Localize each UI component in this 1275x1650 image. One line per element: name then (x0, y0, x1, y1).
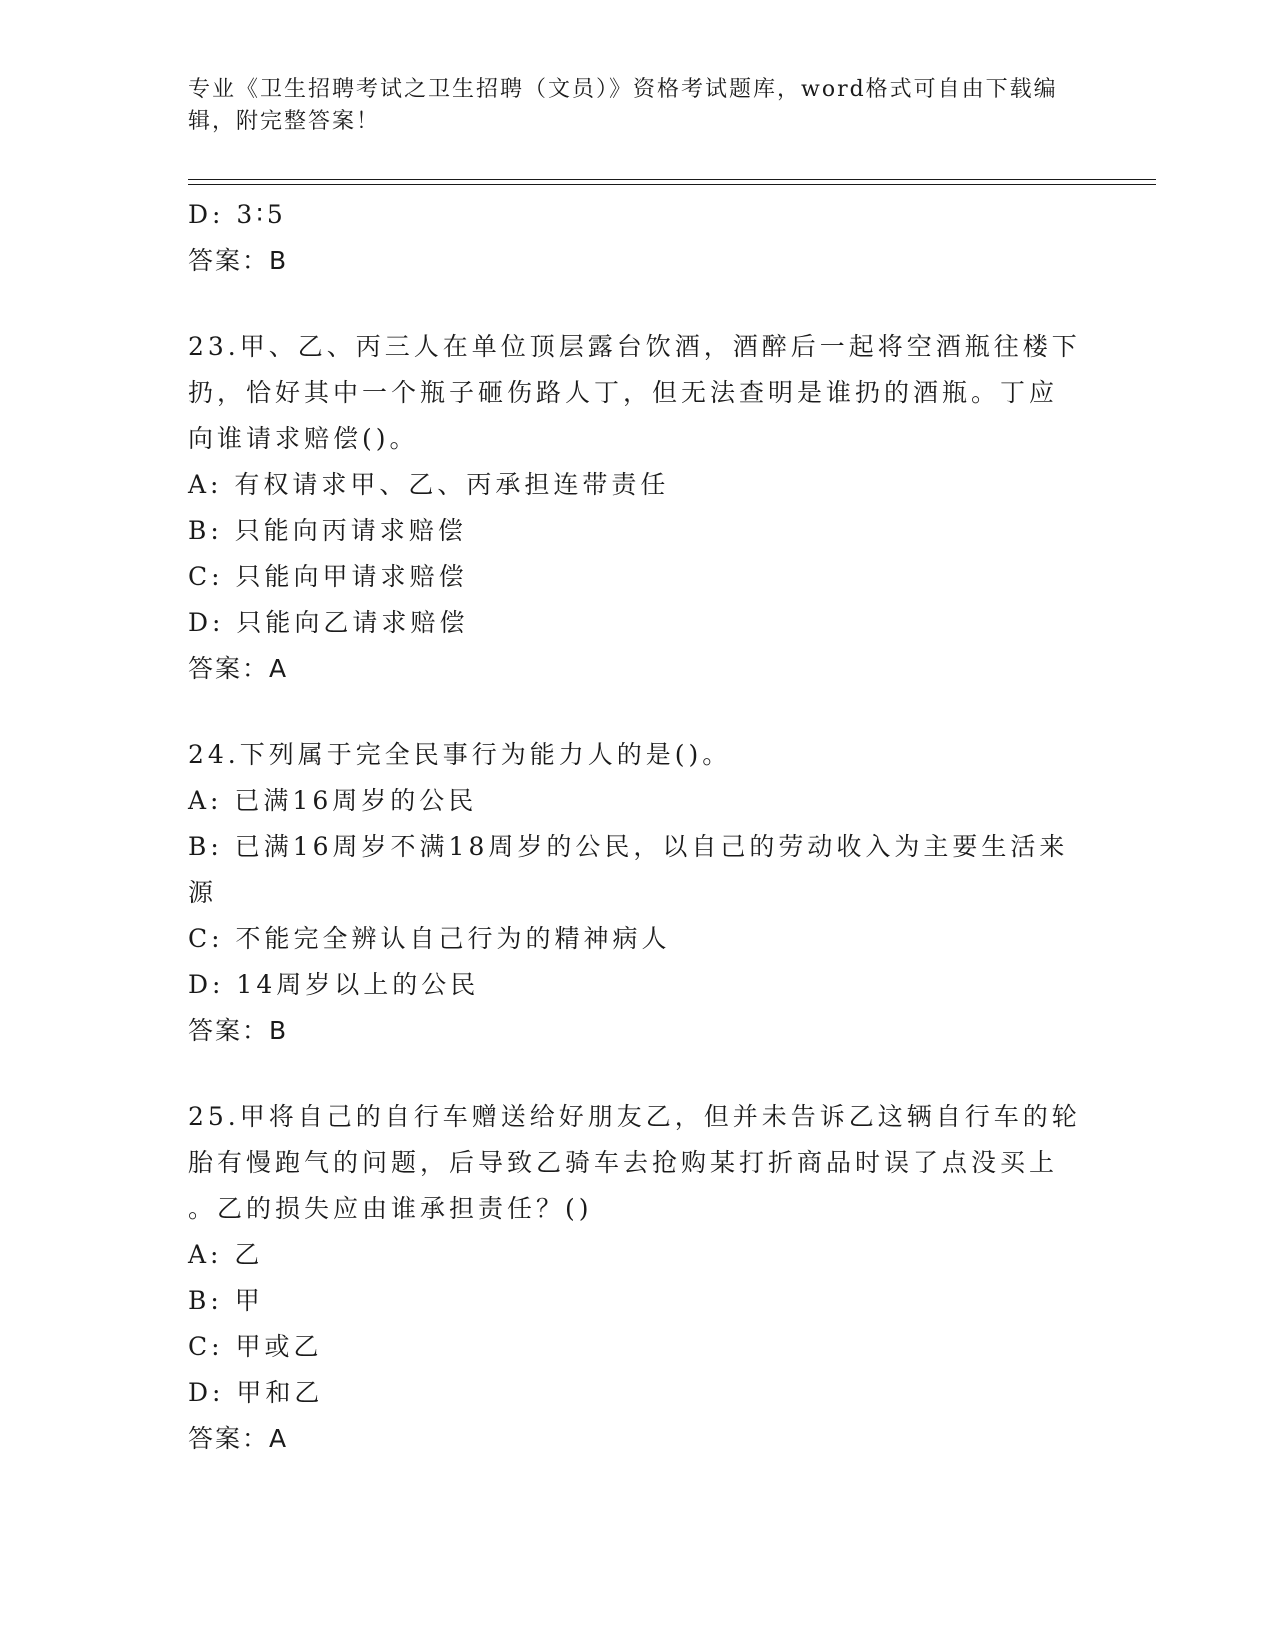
question-24 (188, 732, 1088, 1054)
question-stem-line: 向谁请求赔偿()。 (188, 424, 419, 453)
question-stem-line: 扔，恰好其中一个瓶子砸伤路人丁，但无法查明是谁扔的酒瓶。丁应 (188, 378, 1059, 407)
option-a: A: 乙 (188, 1240, 264, 1269)
header-text: 专业《卫生招聘考试之卫生招聘（文员）》资格考试题库，word格式可自由下载编辑，附完整答案！ (188, 77, 1058, 134)
option-a: A: 有权请求甲、乙、丙承担连带责任 (188, 470, 670, 499)
question-stem-line: 25.甲将自己的自行车赠送给好朋友乙，但并未告诉乙这辆自行车的轮 (188, 1102, 1081, 1131)
answer-line: 答案：B (188, 246, 289, 275)
question-25 (188, 1094, 1088, 1462)
option-c: C: 只能向甲请求赔偿 (188, 562, 468, 591)
document-header (188, 74, 1088, 138)
option-d: D: 3∶5 (188, 200, 287, 229)
answer-line: 答案：A (188, 654, 289, 683)
question-stem-line: 23.甲、乙、丙三人在单位顶层露台饮酒，酒醉后一起将空酒瓶往楼下 (188, 332, 1081, 361)
header-divider-top (188, 179, 1156, 180)
option-d: D: 只能向乙请求赔偿 (188, 608, 469, 637)
question-stem-line: 。乙的损失应由谁承担责任？() (188, 1194, 593, 1223)
question-stem-line: 胎有慢跑气的问题，后导致乙骑车去抢购某打折商品时误了点没买上 (188, 1148, 1059, 1177)
option-b: B: 已满16周岁不满18周岁的公民，以自己的劳动收入为主要生活来 (188, 832, 1069, 861)
question-stem-line: 24.下列属于完全民事行为能力人的是()。 (188, 740, 732, 769)
option-c: C: 不能完全辨认自己行为的精神病人 (188, 924, 671, 953)
header-divider-bottom (188, 184, 1156, 185)
option-b: B: 甲 (188, 1286, 264, 1315)
question-23 (188, 324, 1088, 692)
answer-line: 答案：B (188, 1016, 289, 1045)
option-a: A: 已满16周岁的公民 (188, 786, 478, 815)
option-d: D: 甲和乙 (188, 1378, 324, 1407)
option-d: D: 14周岁以上的公民 (188, 970, 480, 999)
option-b-continuation: 源 (188, 878, 218, 907)
question-content (188, 192, 1088, 1462)
previous-question-tail (188, 192, 1088, 284)
option-c: C: 甲或乙 (188, 1332, 323, 1361)
answer-line: 答案：A (188, 1424, 289, 1453)
option-b: B: 只能向丙请求赔偿 (188, 516, 467, 545)
